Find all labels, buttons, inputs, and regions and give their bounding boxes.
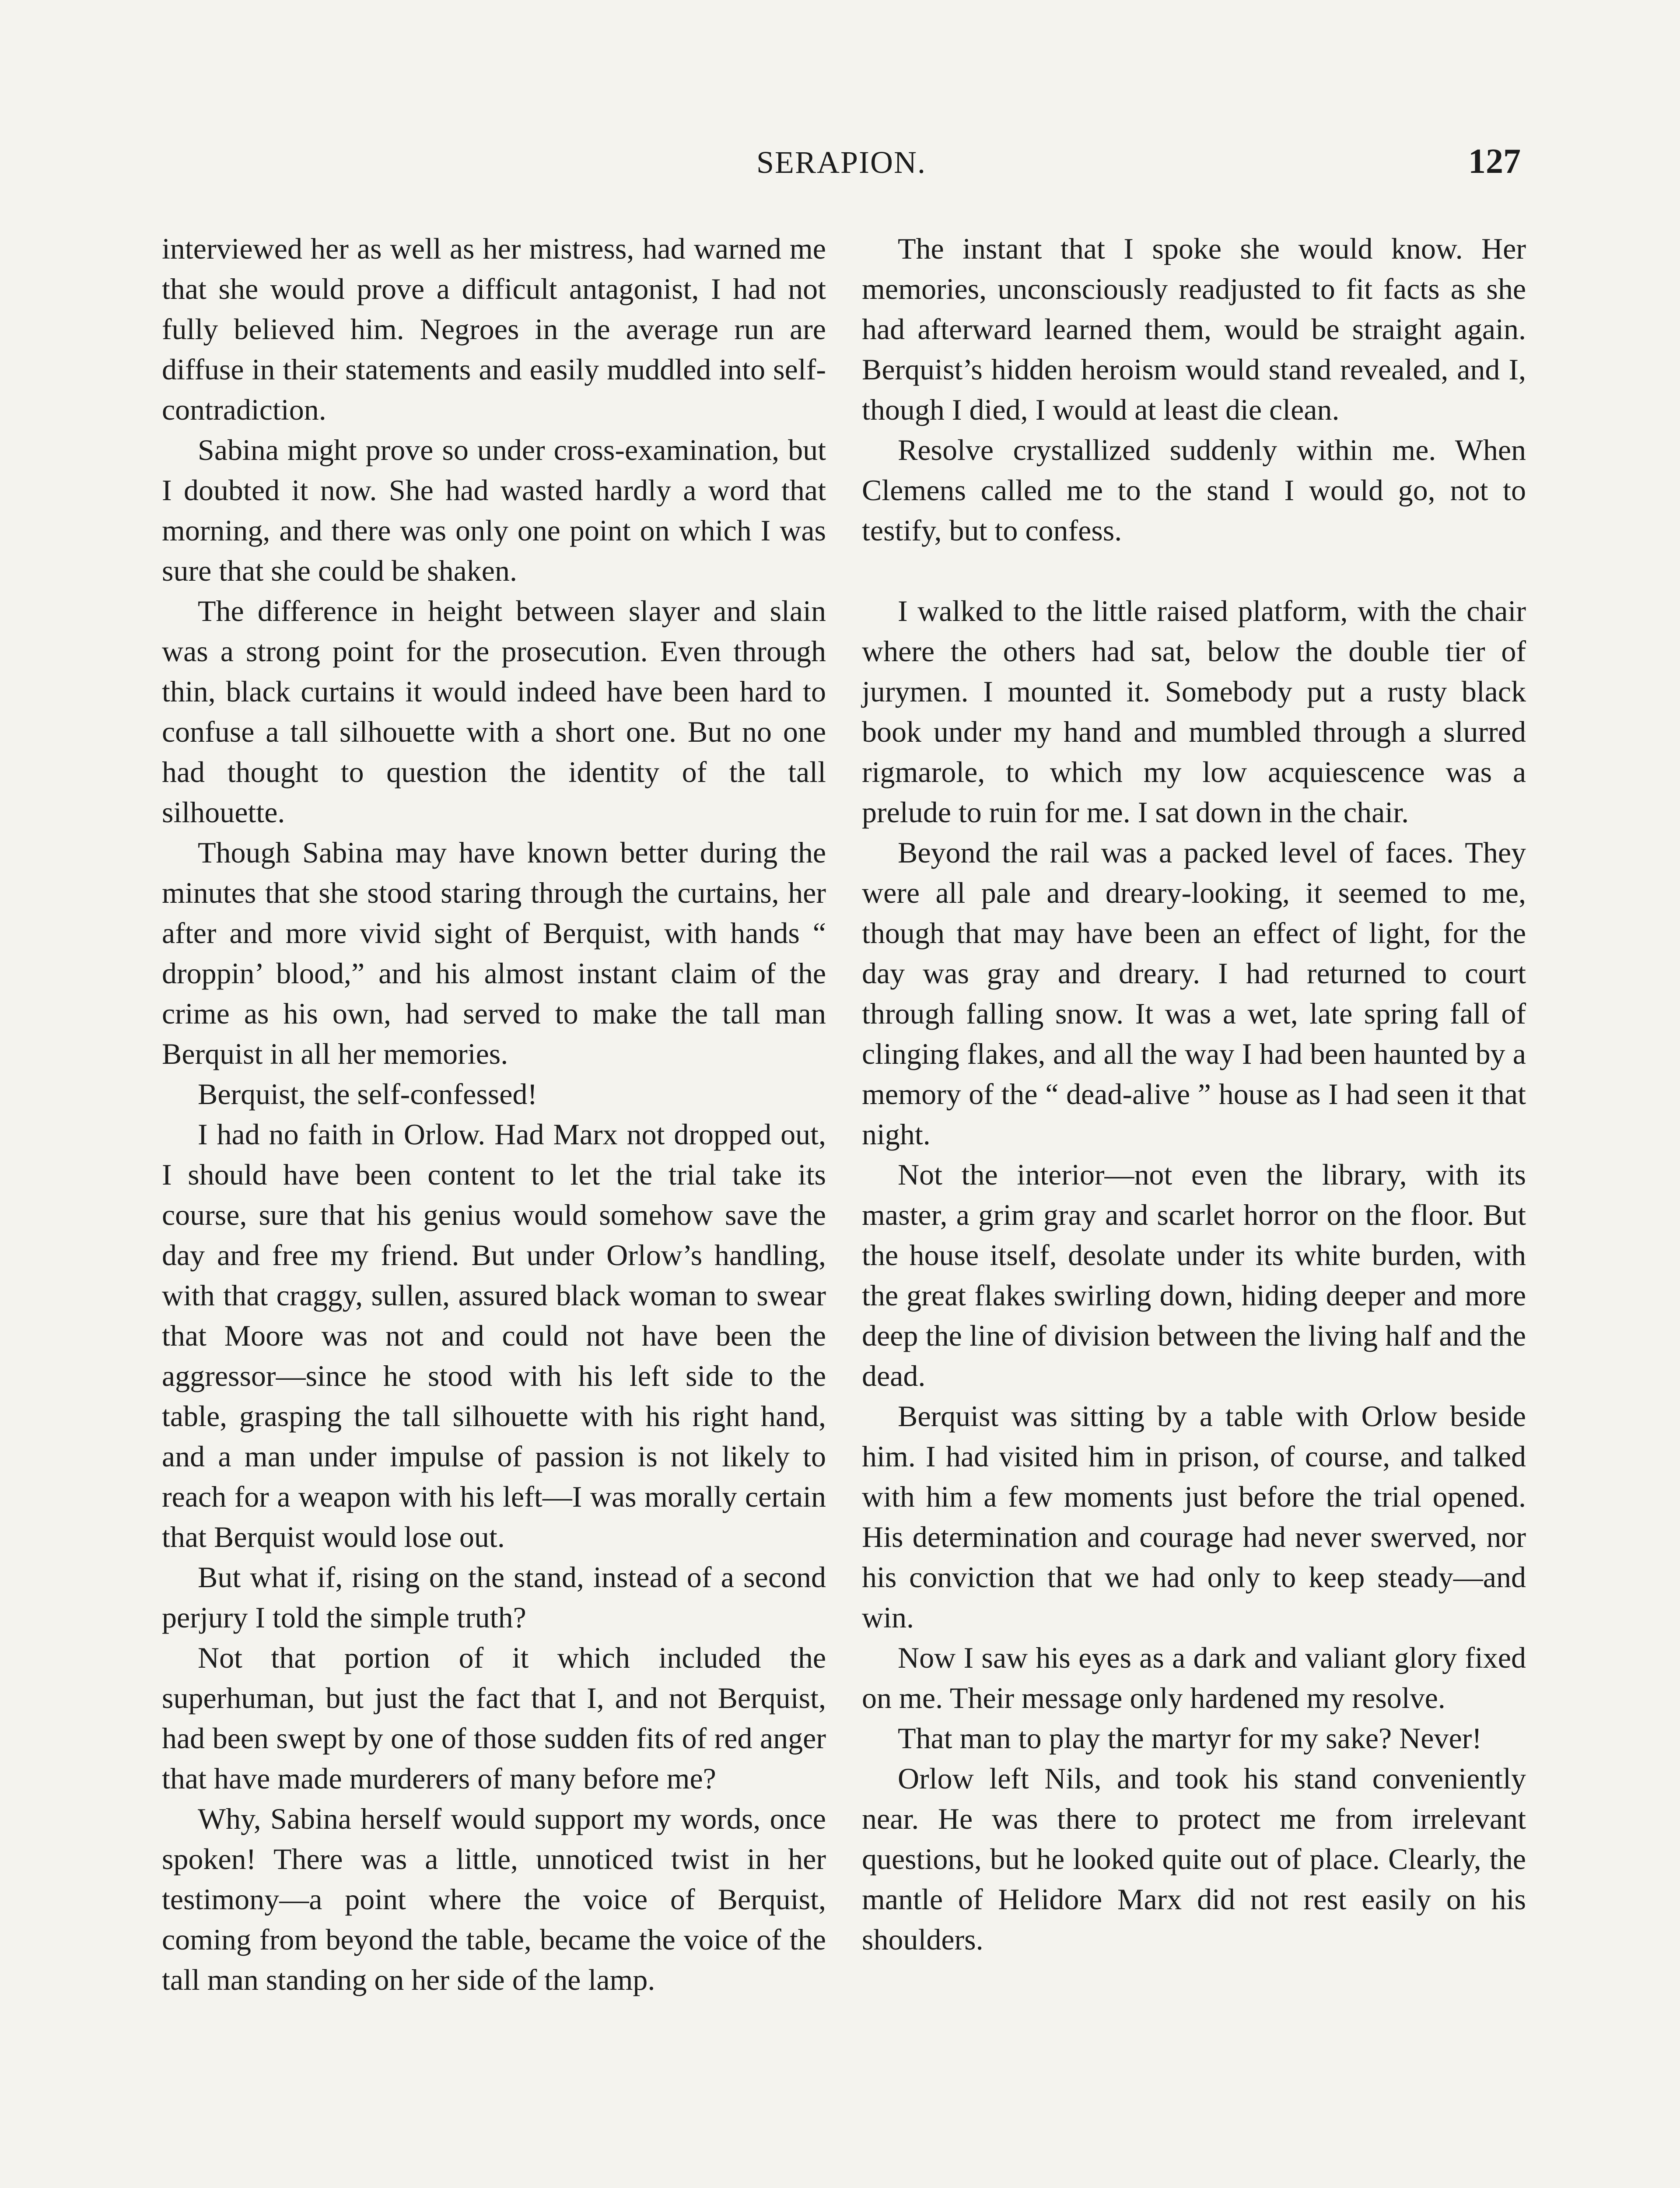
paragraph: Berquist, the self-confessed! [198, 1077, 538, 1111]
paragraph: The difference in height between slayer and slain was a strong point for the prosecution. Even through thin, black curtains it would indeed have been hard to confuse a tall silhouette with a short one. But no one had thought to question the identity of the tall silhouette. [162, 594, 826, 829]
paragraph: Now I saw his eyes as a dark and valiant glory fixed on me. Their message only hardened my resolve. [862, 1641, 1526, 1715]
paragraph: But what if, rising on the stand, instead of a second perjury I told the simple truth? [162, 1560, 826, 1634]
paragraph: That man to play the martyr for my sake? Never! [898, 1722, 1482, 1755]
paragraph: Though Sabina may have known better during the minutes that she stood staring through the curtains, her after and more vivid sight of Berquist, with hands “ droppin’ blood,” and his almost instant claim of the crime as his own, had served to make the tall man Berquist in all her memories. [162, 836, 826, 1070]
paragraph: I had no faith in Orlow. Had Marx not dropped out, I should have been content to let the trial take its course, sure that his genius would somehow save the day and free my friend. But under Orlow’s handling, with that craggy, sullen, assured black woman to swear that Moore was not and could not have been the aggressor—since he stood with his left side to the table, grasping the tall silhouette with his right hand, and a man under impulse of passion is not likely to reach for a weapon with his left—I was morally certain that Berquist would lose out. [162, 1118, 826, 1553]
paragraph: Resolve crystallized suddenly within me. When Clemens called me to the stand I would go, not to testify, but to confess. [862, 433, 1526, 547]
paragraph: Not the interior—not even the library, with its master, a grim gray and scarlet horror on the floor. But the house itself, desolate under its white burden, with the great flakes swirling down, hiding deeper and more deep the line of division between the living half and the dead. [862, 1158, 1526, 1392]
paragraph: Berquist was sitting by a table with Orlow beside him. I had visited him in prison, of course, and talked with him a few moments just before the trial opened. His determination and courage had never swerved, nor his conviction that we had only to keep steady—and win. [862, 1399, 1526, 1634]
page-number: 127 [1468, 142, 1521, 181]
paragraph: Why, Sabina herself would support my words, once spoken! There was a little, unnoticed twist in her testimony—a point where the voice of Berquist, coming from beyond the table, became the voice of the tall man standing on her side of the lamp. [162, 1802, 826, 1996]
paragraph: The instant that I spoke she would know. Her memories, unconsciously readjusted to fit facts as she had afterward learned them, would be straight again. Berquist’s hidden heroism would stand revealed, and I, though I died, I would at least die clean. [862, 232, 1526, 426]
paragraph: interviewed her as well as her mistress, had warned me that she would prove a difficult antagonist, I had not fully believed him. Negroes in the average run are diffuse in their statements and easily muddled into self-contradiction. [162, 232, 826, 426]
right-column [862, 228, 1526, 1960]
paragraph: Sabina might prove so under cross-examination, but I doubted it now. She had wasted hardly a word that morning, and there was only one point on which I was sure that she could be shaken. [162, 433, 826, 587]
left-column [162, 228, 826, 2000]
paragraph: Beyond the rail was a packed level of faces. They were all pale and dreary-looking, it seemed to me, though that may have been an effect of light, for the day was gray and dreary. I had returned to court through falling snow. It was a wet, late spring fall of clinging flakes, and all the way I had been haunted by a memory of the “ dead-alive ” house as I had seen it that night. [862, 836, 1526, 1151]
running-title: SERAPION. [756, 145, 927, 180]
paragraph: I walked to the little raised platform, with the chair where the others had sat, below the double tier of jurymen. I mounted it. Somebody put a rusty black book under my hand and mumbled through a slurred rigmarole, to which my low acquiescence was a prelude to ruin for me. I sat down in the chair. [862, 594, 1526, 829]
paragraph: Orlow left Nils, and took his stand conveniently near. He was there to protect me from irrelevant questions, but he looked quite out of place. Clearly, the mantle of Helidore Marx did not rest easily on his shoulders. [862, 1762, 1526, 1956]
page-header [162, 144, 1521, 193]
paragraph: Not that portion of it which included the superhuman, but just the fact that I, and not Berquist, had been swept by one of those sudden fits of red anger that have made murderers of many before me? [162, 1641, 826, 1795]
